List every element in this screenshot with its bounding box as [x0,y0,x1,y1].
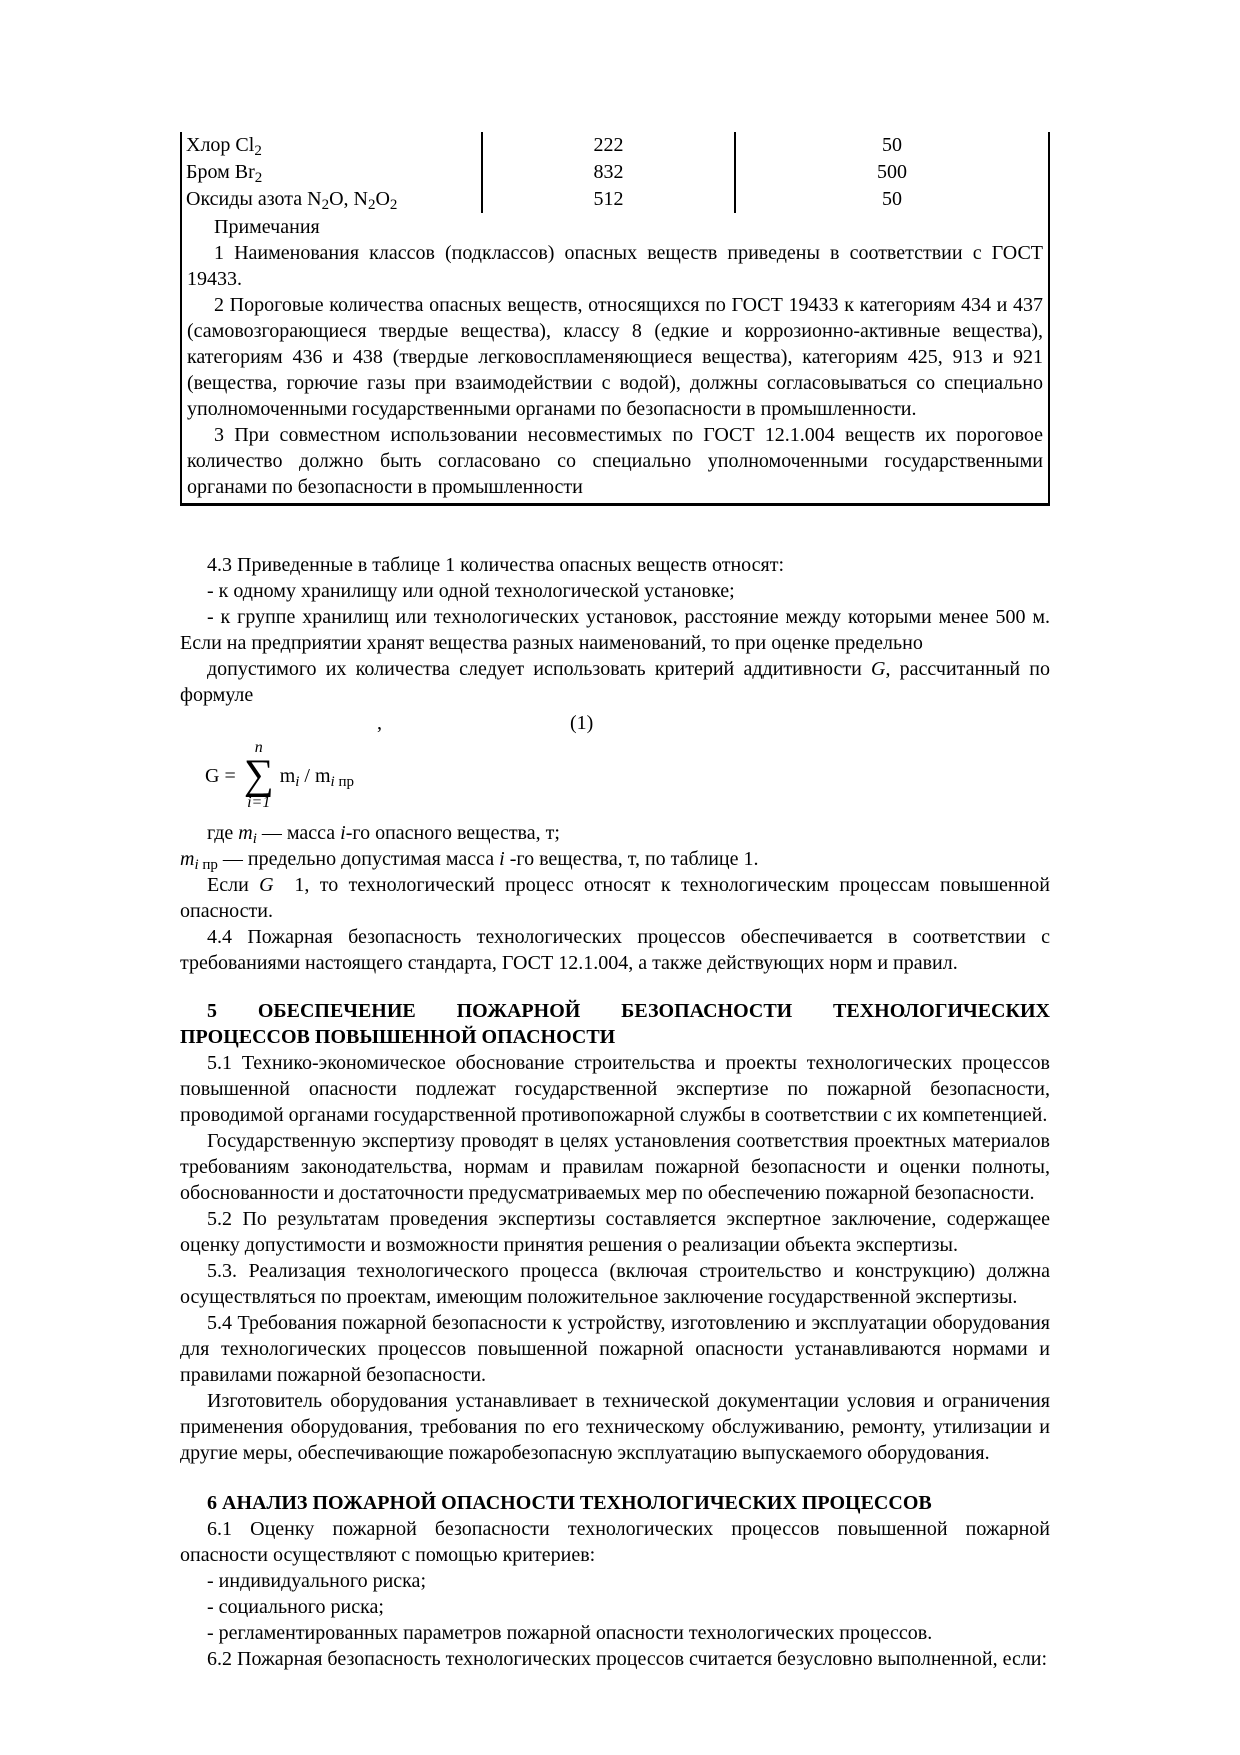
list-item-single-storage: - к одному хранилищу или одной технологической установке; [207,580,735,602]
list-item-regulated-params: - регламентированных параметров пожарной опасности технологических процессов. [207,1622,933,1644]
cell-value-1: 512 [481,186,734,213]
sum-lower-limit: i=1 [247,794,271,811]
cell-substance: Оксиды азота $N_2O$, $N_2O_2$ [186,188,398,213]
section-5-heading-line2: ПРОЦЕССОВ ПОВЫШЕННОЙ ОПАСНОСТИ [180,1026,616,1048]
paragraph-6-2: 6.2 Пожарная безопасность технологических процессов считается безусловно выполненной, если: [207,1648,1048,1670]
table-row [182,132,1048,159]
notes-title: Примечания [214,216,320,238]
formula-lhs: G = [205,765,236,787]
paragraph-6-1: 6.1 Оценку пожарной безопасности технологических процессов повышенной пожарной опасности осуществляют с помощью критериев: [180,1518,1050,1566]
cell-value-2: 500 [734,159,1048,186]
paragraph-4-3-continued: допустимого их количества следует использовать критерий аддитивности G, рассчитанный по формуле [180,658,1050,706]
sigma-sum [244,740,274,812]
cell-substance: Хлор $Cl_2$ [186,134,262,159]
paragraph-5-2: 5.2 По результатам проведения экспертизы составляется экспертное заключение, содержащее оценку допустимости и возможности принятия решения о реализации объекта экспертизы. [180,1208,1050,1256]
paragraph-5-4-manufacturer: Изготовитель оборудования устанавливает в технической документации условия и ограничения применения оборудования, требования по его техническому обслуживанию, ремонту, утилизации и другие меры, обеспечивающие пожаробезопасную эксплуатацию выпускаемого оборудования. [180,1390,1050,1464]
paragraph-5-3: 5.3. Реализация технологического процесса (включая строительство и конструкцию) должна осуществляться по проектам, имеющим положительное заключение государственной экспертизы. [180,1260,1050,1308]
formula-where-1: где $m_i$ — масса i-го опасного вещества, т; [207,822,560,847]
cell-value-2: 50 [734,186,1048,213]
table-row [182,159,1048,186]
sigma-symbol: ∑ [243,752,274,798]
cell-value-1: 832 [481,159,734,186]
formula-additivity-criterion [205,740,1050,812]
formula-number: (1) [570,712,594,734]
paragraph-if-criterion: Если G 1, то технологический процесс относят к технологическим процессам повышенной опасности. [180,874,1051,922]
list-item-individual-risk: - индивидуального риска; [207,1570,426,1592]
note-2: 2 Пороговые количества опасных веществ, относящихся по ГОСТ 19433 к категориям 434 и 437 (самовозгорающиеся твердые вещества), классу 8 (едкие и коррозионно-активные вещества), категориям 436 и 438 (твердые легковоспламеняющиеся вещества), категориям 425, 913 и 921 (вещества, горючие газы при взаимодействии с водой), должны согласовываться со специально уполномоченными государственными органами по безопасности в промышленности. [187,294,1043,420]
paragraph-4-4: 4.4 Пожарная безопасность технологических процессов обеспечивается в соответствии с требованиями настоящего стандарта, ГОСТ 12.1.004, а также действующих норм и правил. [180,926,1050,974]
section-5-heading [180,998,1050,1050]
formula-comma: , [377,712,382,734]
cell-value-2: 50 [734,132,1048,159]
section-6-heading: 6 АНАЛИЗ ПОЖАРНОЙ ОПАСНОСТИ ТЕХНОЛОГИЧЕСКИХ ПРОЦЕССОВ [207,1492,932,1514]
list-item-social-risk: - социального риска; [207,1596,384,1618]
formula-where-2: $m_i$ $_{пр}$ — предельно допустимая масса i -го вещества, т, по таблице 1. [180,848,759,873]
cell-value-1: 222 [481,132,734,159]
table-row [182,186,1048,213]
section-5-heading-line1: 5 ОБЕСПЕЧЕНИЕ ПОЖАРНОЙ БЕЗОПАСНОСТИ ТЕХНОЛОГИЧЕСКИХ [207,1000,1050,1022]
formula-number-row [180,710,1050,736]
cell-substance: Бром $Br_2$ [186,161,263,186]
table-notes-box [180,132,1050,506]
paragraph-5-4: 5.4 Требования пожарной безопасности к устройству, изготовлению и эксплуатации оборудования для технологических процессов повышенной пожарной опасности устанавливаются нормами и правилами пожарной безопасности. [180,1312,1050,1386]
notes-block [182,213,1048,503]
paragraph-5-1: 5.1 Технико-экономическое обоснование строительства и проекты технологических процессов повышенной опасности подлежат государственной экспертизе по пожарной безопасности, проводимой органами государственной противопожарной службы в соответствии с их компетенцией. [180,1052,1050,1126]
paragraph-5-1-expertise: Государственную экспертизу проводят в целях установления соответствия проектных материалов требованиям законодательства, нормам и правилам пожарной безопасности и оценки полноты, обоснованности и достаточности предусматриваемых мер по обеспечению пожарной безопасности. [180,1130,1050,1204]
hazardous-substances-table [182,132,1048,213]
paragraph-4-3: 4.3 Приведенные в таблице 1 количества опасных веществ относят: [207,554,785,576]
formula-rhs: $m_i / m_i$ $_{пр}$ [279,765,354,790]
sum-upper-limit: n [254,739,263,756]
note-1: 1 Наименования классов (подклассов) опасных веществ приведены в соответствии с ГОСТ 19433. [187,242,1043,290]
list-item-storage-group: - к группе хранилищ или технологических установок, расстояние между которыми менее 500 м. Если на предприятии хранят вещества разных наименований, то при оценке предельно [180,606,1050,654]
note-3: 3 При совместном использовании несовместимых по ГОСТ 12.1.004 веществ их пороговое количество должно быть согласовано со специально уполномоченными государственными органами по безопасности в промышленности [187,424,1043,498]
